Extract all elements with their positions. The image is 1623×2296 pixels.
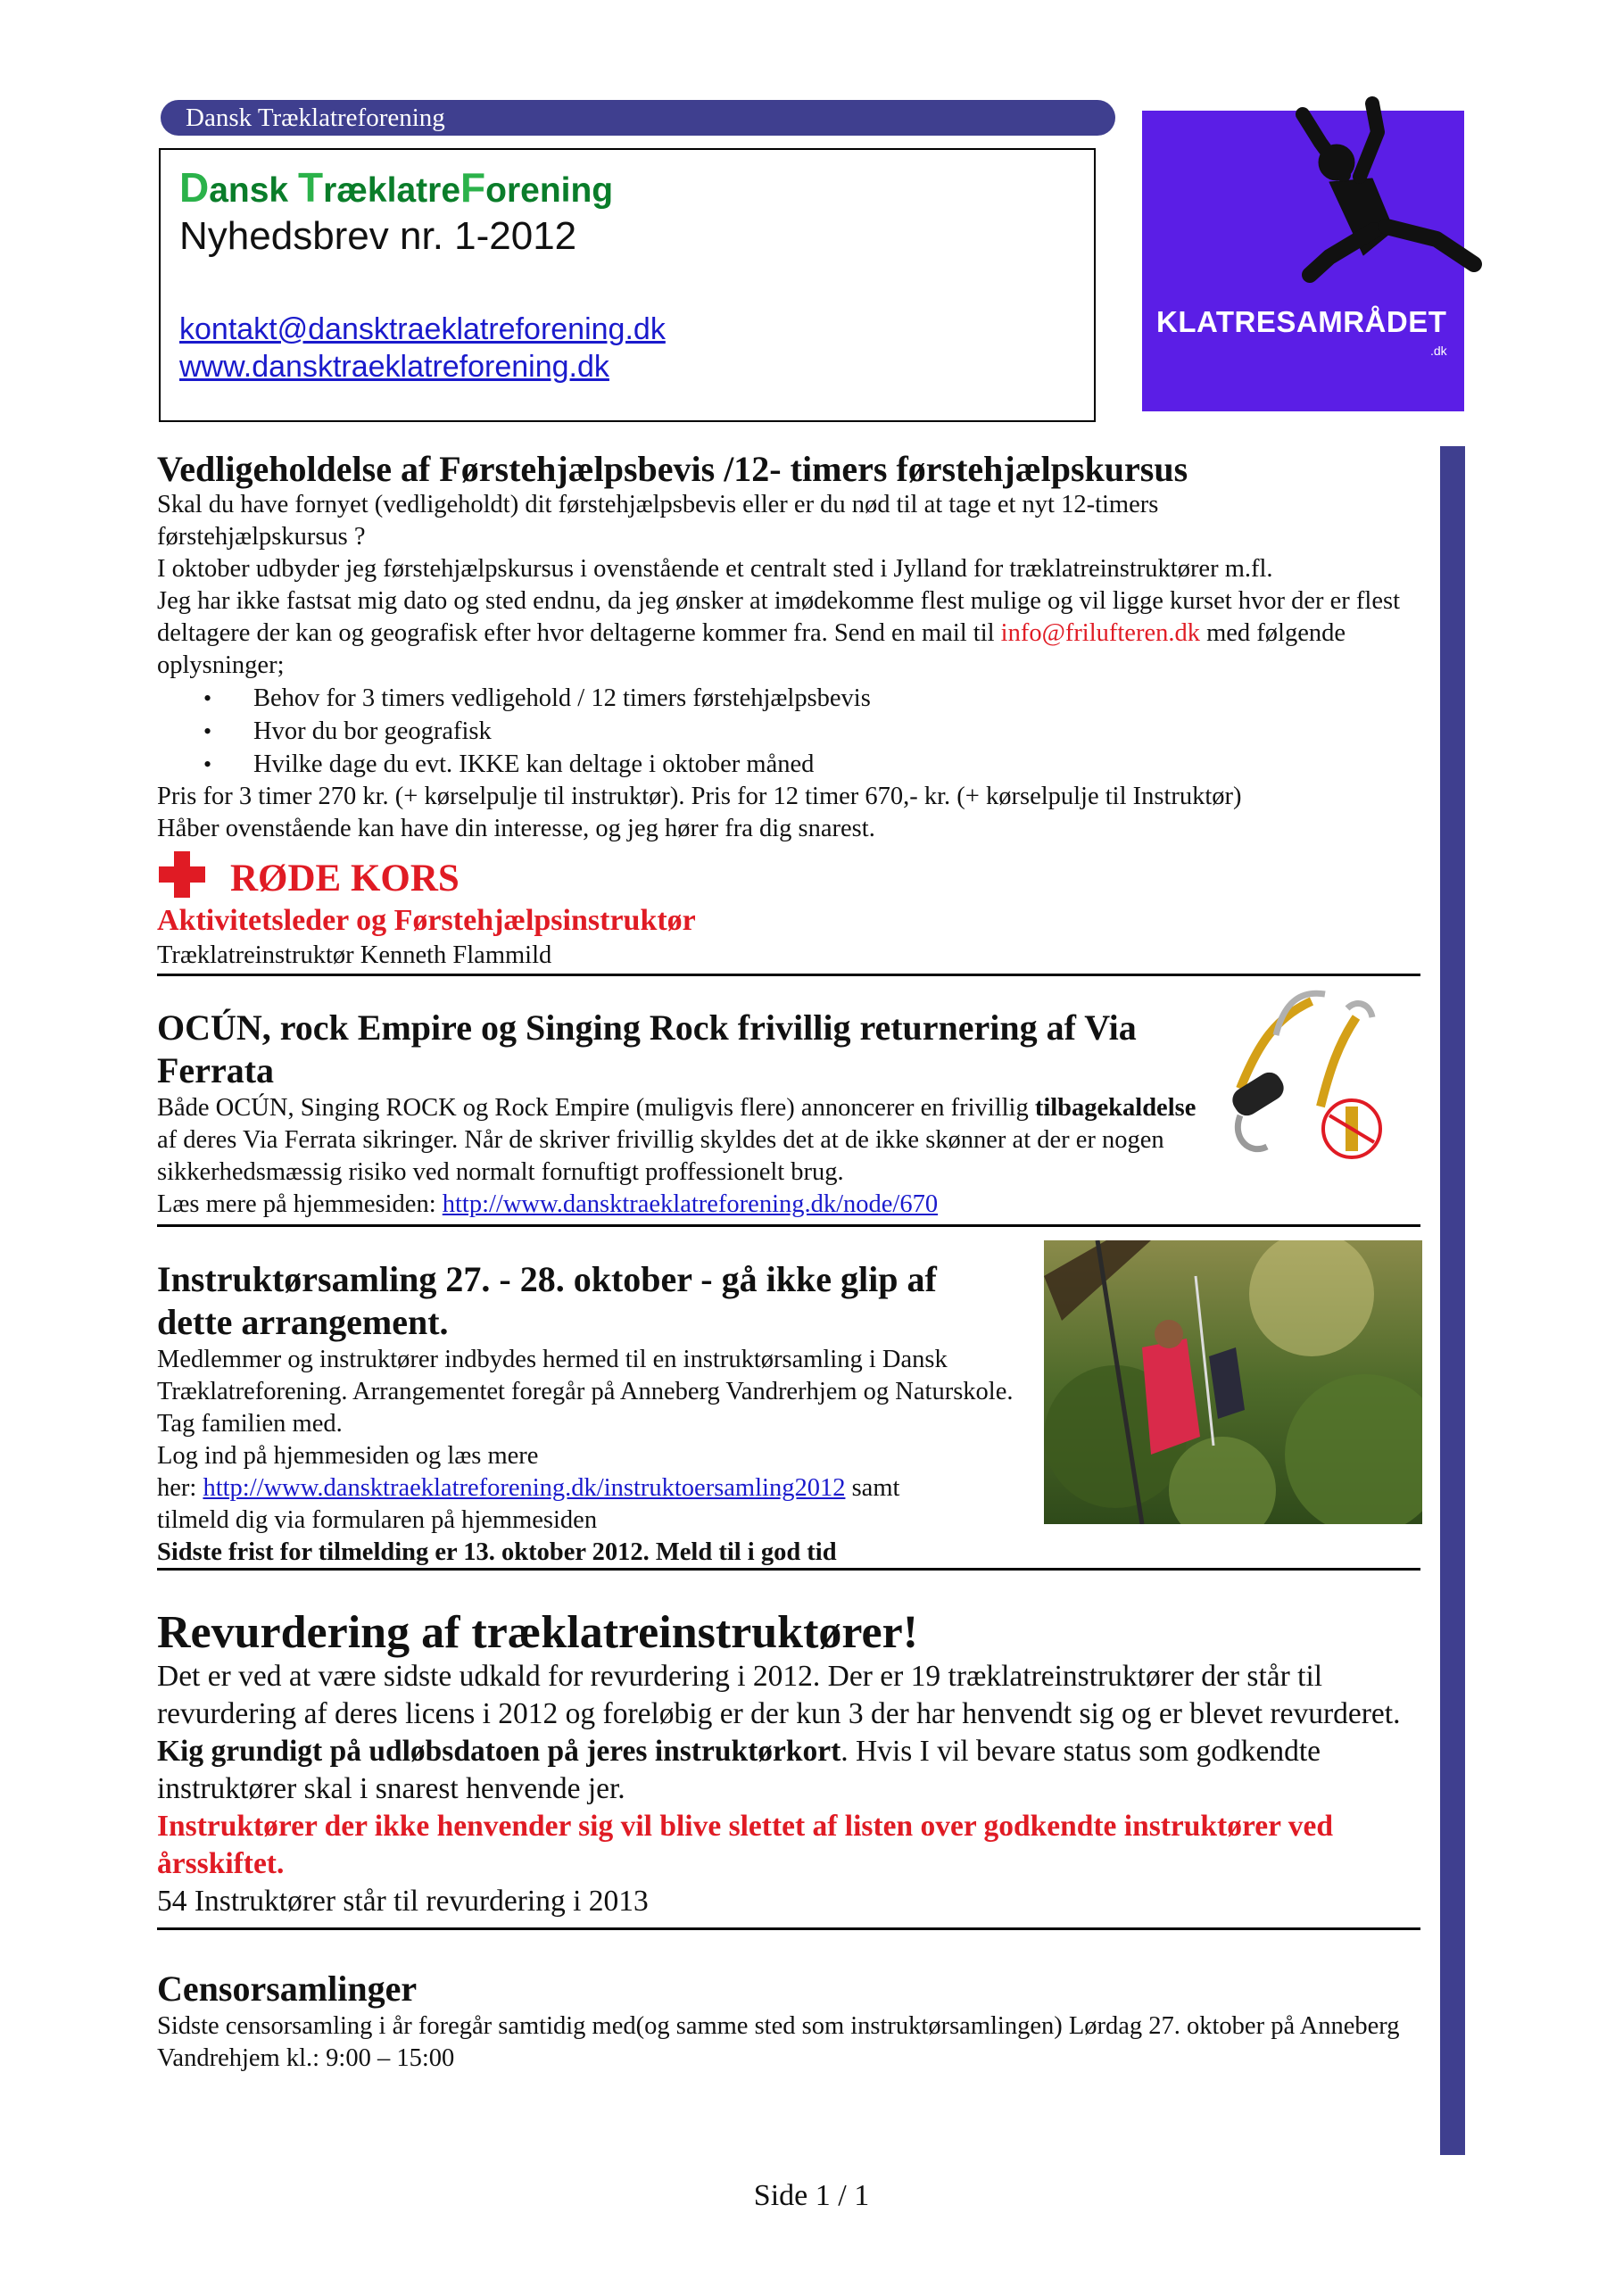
first-aid-p1: Skal du have fornyet (vedligeholdt) dit førstehjælpsbevis eller er du nød til at tage et nyt 12-timers førstehjælpskursus ? <box>157 491 1159 551</box>
revaluation-p1: Det er ved at være sidste udkald for revurdering i 2012. Der er 19 træklatreinstruktører der står til revurdering af deres licens i 2012 og foreløbig er der kun 3 der har henvendt sig og er blevet revurderet. Kig grundigt på udløbsdatoen på jeres instruktørkort. Hvis I vil bevare status som godkendte instruktører skal i snarest henvende jer. <box>157 1660 1401 1805</box>
section-first-aid <box>157 448 1424 845</box>
section-via-ferrata-body <box>157 1092 1210 1221</box>
signature: Træklatreinstruktør Kenneth Flammild <box>157 941 552 969</box>
section-censor-title: Censorsamlinger <box>157 1969 418 2009</box>
right-sidebar-bar <box>1440 446 1465 2155</box>
red-cross-icon <box>157 850 207 899</box>
via-ferrata-lanyard-image <box>1222 982 1383 1160</box>
section-via-ferrata-title: OCÚN, rock Empire og Singing Rock frivillig returnering af Via Ferrata <box>157 1007 1137 1090</box>
red-cross-name: RØDE KORS <box>230 858 460 899</box>
first-aid-bullets <box>157 682 1424 781</box>
revaluation-warning: Instruktører der ikke henvender sig vil blive slettet af listen over godkendte instruktører ved årsskiftet. <box>157 1810 1333 1880</box>
via-ferrata-link[interactable]: http://www.dansktraeklatreforening.dk/node/670 <box>442 1190 939 1218</box>
meeting-p4: tilmeld dig via formularen på hjemmesiden <box>157 1506 598 1534</box>
via-ferrata-p2: Læs mere på hjemmesiden: http://www.dansktraeklatreforening.dk/node/670 <box>157 1190 939 1218</box>
list-item: • Hvor du bor geografisk <box>157 715 1424 748</box>
first-aid-closing: Håber ovenstående kan have din interesse, og jeg hører fra dig snarest. <box>157 815 875 842</box>
list-item: • Hvilke dage du evt. IKKE kan deltage i oktober måned <box>157 748 1424 781</box>
section-instructor-meeting <box>157 1258 1049 1569</box>
section-revaluation-title: Revurdering af træklatreinstruktører! <box>157 1607 919 1658</box>
section-instructor-meeting-title: Instruktørsamling 27. - 28. oktober - gå ikke glip af dette arrangement. <box>157 1259 937 1342</box>
section-censor-body <box>157 2010 1424 2075</box>
tree-climbing-photo <box>1044 1240 1422 1524</box>
section-first-aid-body <box>157 489 1424 845</box>
section-revaluation <box>157 1606 1424 1920</box>
first-aid-p3: Jeg har ikke fastsat mig dato og sted endnu, da jeg ønsker at imødekomme flest mulige og vil ligge kurset hvor der er flest deltagere der kan og geografisk efter hvor deltagerne kommer fra. Send en mail til info@frilufteren.dk med følgende oplysninger; <box>157 587 1400 679</box>
first-aid-p2: I oktober udbyder jeg førstehjælpskursus i ovenstående et centralt sted i Jylland for træklatreinstruktører m.fl. <box>157 555 1273 583</box>
meeting-p3: her: http://www.dansktraeklatreforening.dk/instruktoersamling2012 samt <box>157 1474 900 1502</box>
section-first-aid-title: Vedligeholdelse af Førstehjælpsbevis /12- timers førstehjælpskursus <box>157 449 1188 489</box>
contact-email-link[interactable]: kontakt@dansktraeklatreforening.dk <box>179 312 666 346</box>
org-name-bar: Dansk Træklatreforening <box>161 100 1115 136</box>
divider <box>157 1568 1420 1571</box>
page-number: Side 1 / 1 <box>753 2179 870 2212</box>
first-aid-price: Pris for 3 timer 270 kr. (+ kørselpulje til instruktør). Pris for 12 timer 670,- kr. (+ kørselpulje til Instruktør) <box>157 783 1242 810</box>
section-instructor-meeting-body <box>157 1344 1049 1569</box>
divider <box>157 1224 1420 1227</box>
meeting-deadline: Sidste frist for tilmelding er 13. oktober 2012. Meld til i god tid <box>157 1538 837 1566</box>
list-item: • Behov for 3 timers vedligehold / 12 timers førstehjælpsbevis <box>157 682 1424 715</box>
revaluation-p2: 54 Instruktører står til revurdering i 2013 <box>157 1885 649 1918</box>
via-ferrata-p1: Både OCÚN, Singing ROCK og Rock Empire (muligvis flere) annoncerer en frivillig tilbagekaldelse af deres Via Ferrata sikringer. Når de skriver frivillig skyldes det at de ikke skønner at der er nogen sikkerhedsmæssig risiko ved normalt fornuftigt proffessionelt brug. <box>157 1094 1197 1186</box>
meeting-p1: Medlemmer og instruktører indbydes hermed til en instruktørsamling i Dansk Træklatreforening. Arrangementet foregår på Anneberg Vandrerhjem og Naturskole. Tag familien med. <box>157 1346 1014 1438</box>
newsletter-title: Nyhedsbrev nr. 1-2012 <box>179 214 577 258</box>
censor-p1: Sidste censorsamling i år foregår samtidig med(og samme sted som instruktørsamlingen) Lørdag 27. oktober på Anneberg Vandrehjem kl.: 9:00 – 15:00 <box>157 2012 1400 2072</box>
section-revaluation-body <box>157 1658 1424 1920</box>
first-aid-email-link[interactable]: info@frilufteren.dk <box>1000 619 1200 647</box>
section-via-ferrata <box>157 1007 1210 1221</box>
section-censor <box>157 1968 1424 2075</box>
role-title: Aktivitetsleder og Førstehjælpsinstruktør <box>157 904 696 937</box>
klatresamraadet-name: KLATRESAMRÅDET <box>1156 305 1447 338</box>
org-logo: Dansk TræklatreForening <box>179 164 614 211</box>
website-link[interactable]: www.dansktraeklatreforening.dk <box>179 350 609 384</box>
climber-silhouette-icon <box>1267 96 1490 284</box>
meeting-p2: Log ind på hjemmesiden og læs mere <box>157 1442 539 1470</box>
meeting-link[interactable]: http://www.dansktraeklatreforening.dk/instruktoersamling2012 <box>203 1474 846 1502</box>
divider <box>157 974 1420 976</box>
divider <box>157 1927 1420 1930</box>
klatresamraadet-suffix: .dk <box>1430 344 1447 358</box>
